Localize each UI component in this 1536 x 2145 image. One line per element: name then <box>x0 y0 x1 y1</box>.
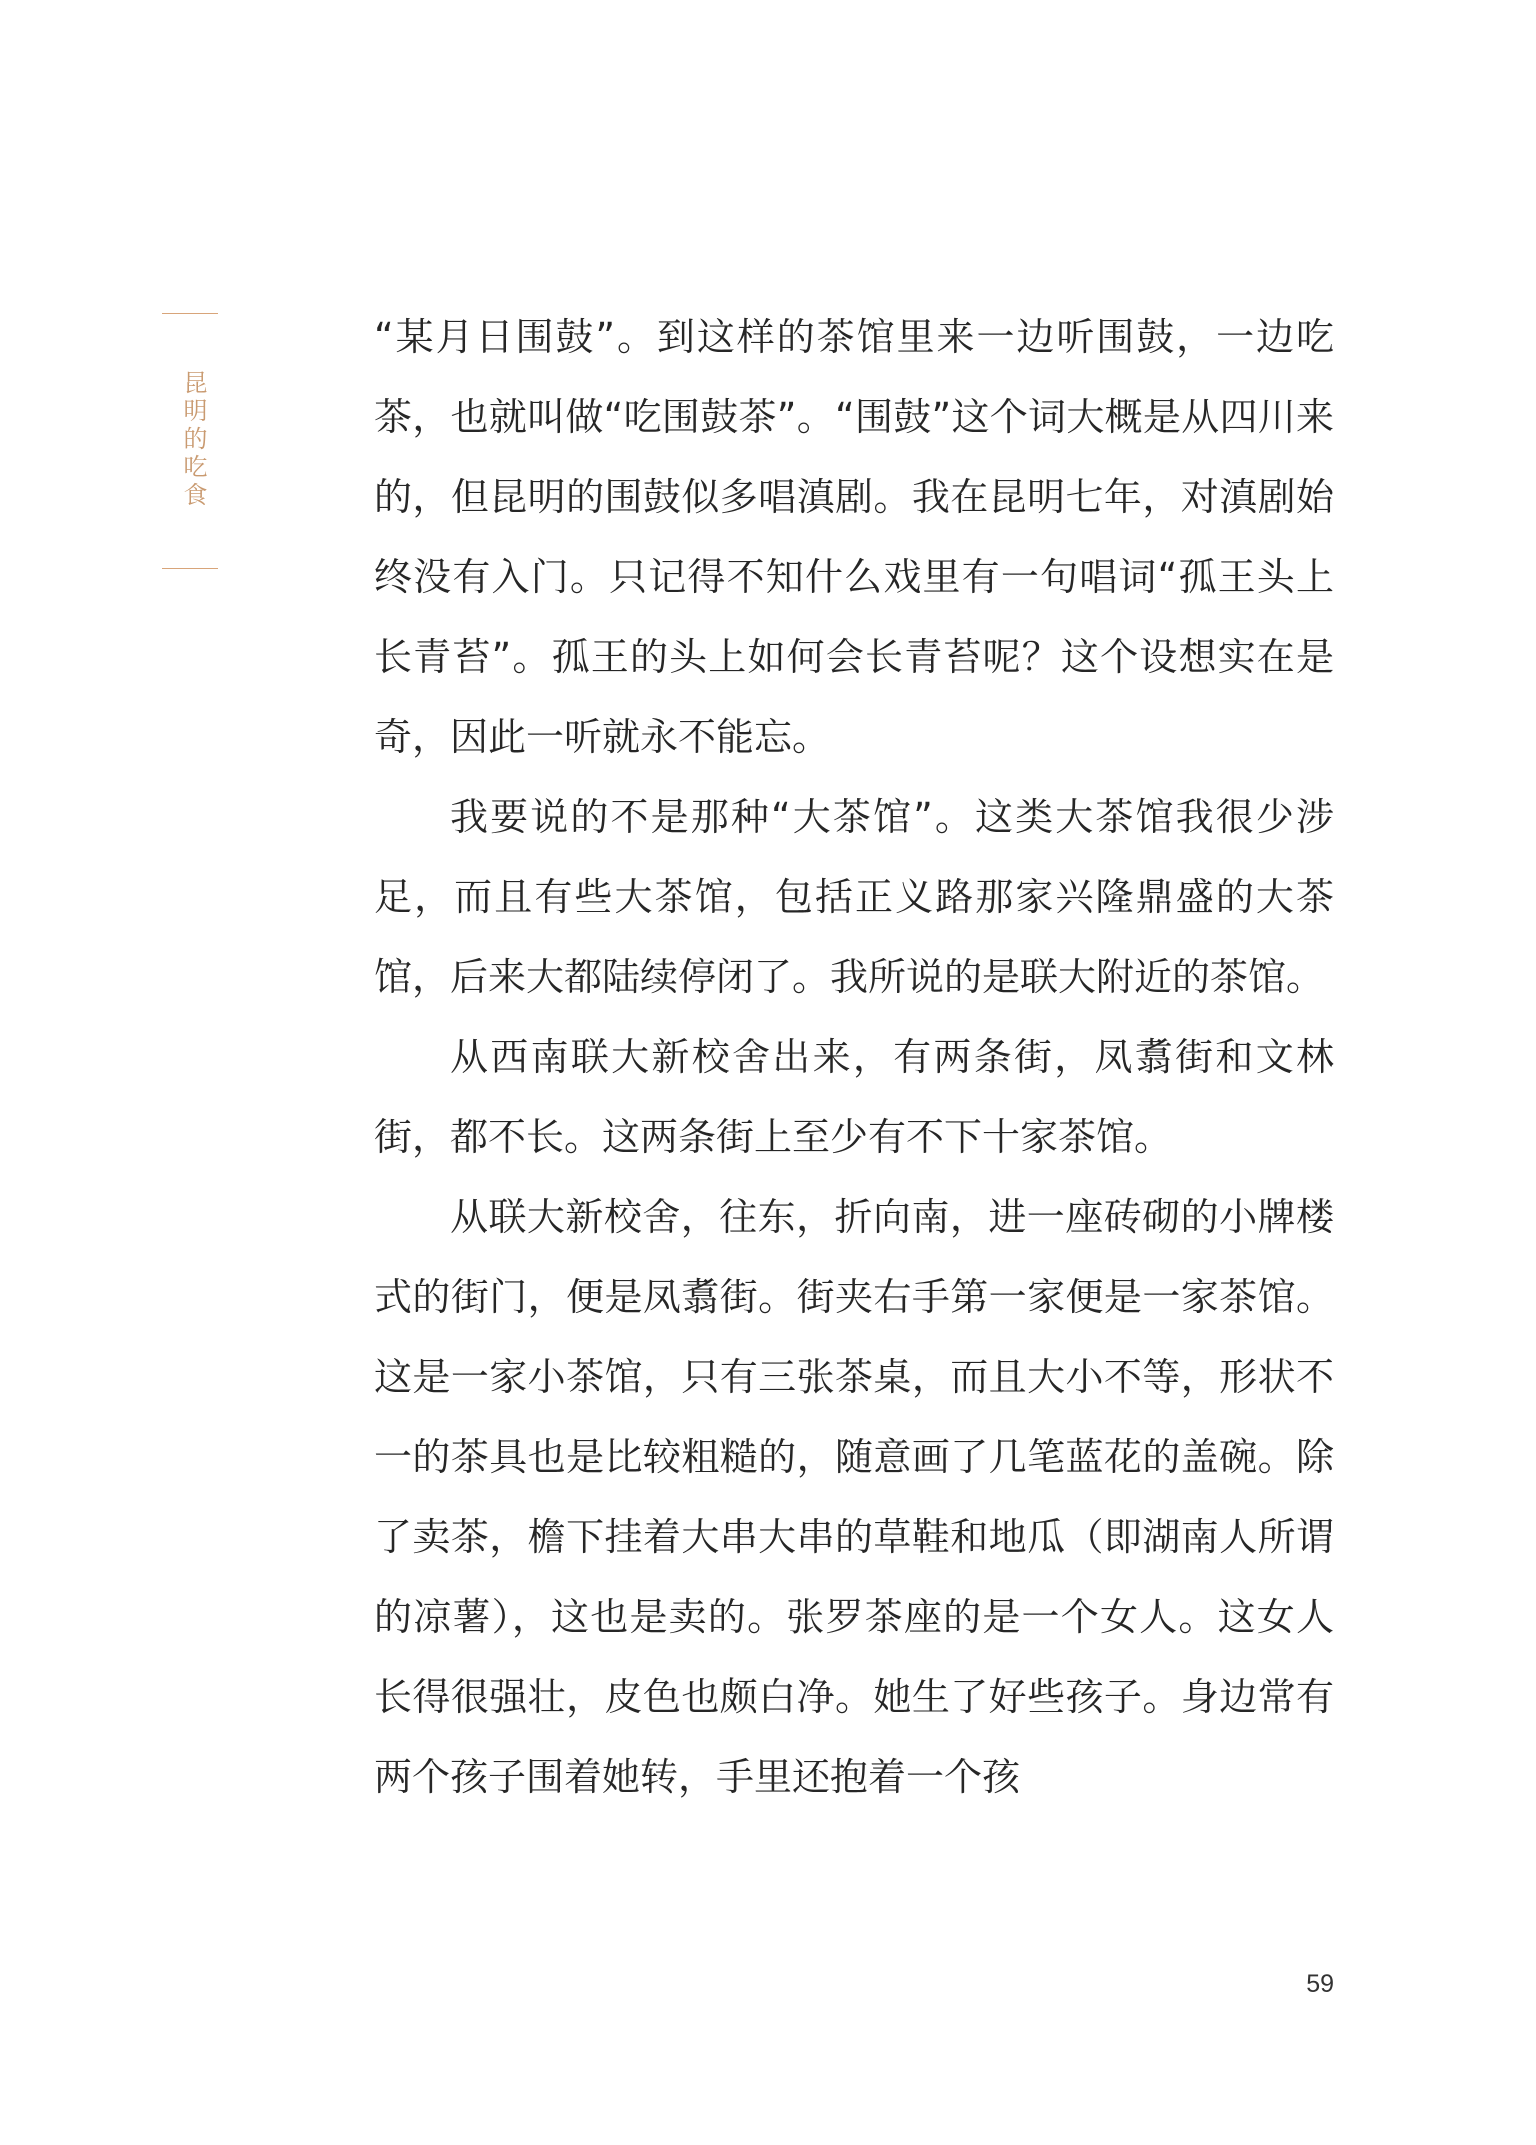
running-header-title: 昆明的吃食 <box>179 370 207 510</box>
paragraph: 从联大新校舍，往东，折向南，进一座砖砌的小牌楼式的街门，便是凤翥街。街夹右手第一家便是一家茶馆。这是一家小茶馆，只有三张茶桌，而且大小不等，形状不一的茶具也是比较粗糙的，随意画了几笔蓝花的盖碗。除了卖茶，檐下挂着大串大串的草鞋和地瓜（即湖南人所谓的凉薯），这也是卖的。张罗茶座的是一个女人。这女人长得很强壮，皮色也颇白净。她生了好些孩子。身边常有两个孩子围着她转，手里还抱着一个孩 <box>374 1195 1334 1799</box>
running-header-top-rule <box>162 313 218 314</box>
running-header-bottom-rule <box>162 568 218 569</box>
page-number: 59 <box>1306 1970 1334 1998</box>
paragraph: 从西南联大新校舍出来，有两条街，凤翥街和文林街，都不长。这两条街上至少有不下十家茶馆。 <box>374 1035 1334 1159</box>
body-text <box>374 297 1334 1817</box>
paragraph-continued: “某月日围鼓”。到这样的茶馆里来一边听围鼓，一边吃茶，也就叫做“吃围鼓茶”。“围鼓”这个词大概是从四川来的，但昆明的围鼓似多唱滇剧。我在昆明七年，对滇剧始终没有入门。只记得不知什么戏里有一句唱词“孤王头上长青苔”。孤王的头上如何会长青苔呢？这个设想实在是奇，因此一听就永不能忘。 <box>374 315 1334 759</box>
paragraph: 我要说的不是那种“大茶馆”。这类大茶馆我很少涉足，而且有些大茶馆，包括正义路那家兴隆鼎盛的大茶馆，后来大都陆续停闭了。我所说的是联大附近的茶馆。 <box>374 795 1334 999</box>
